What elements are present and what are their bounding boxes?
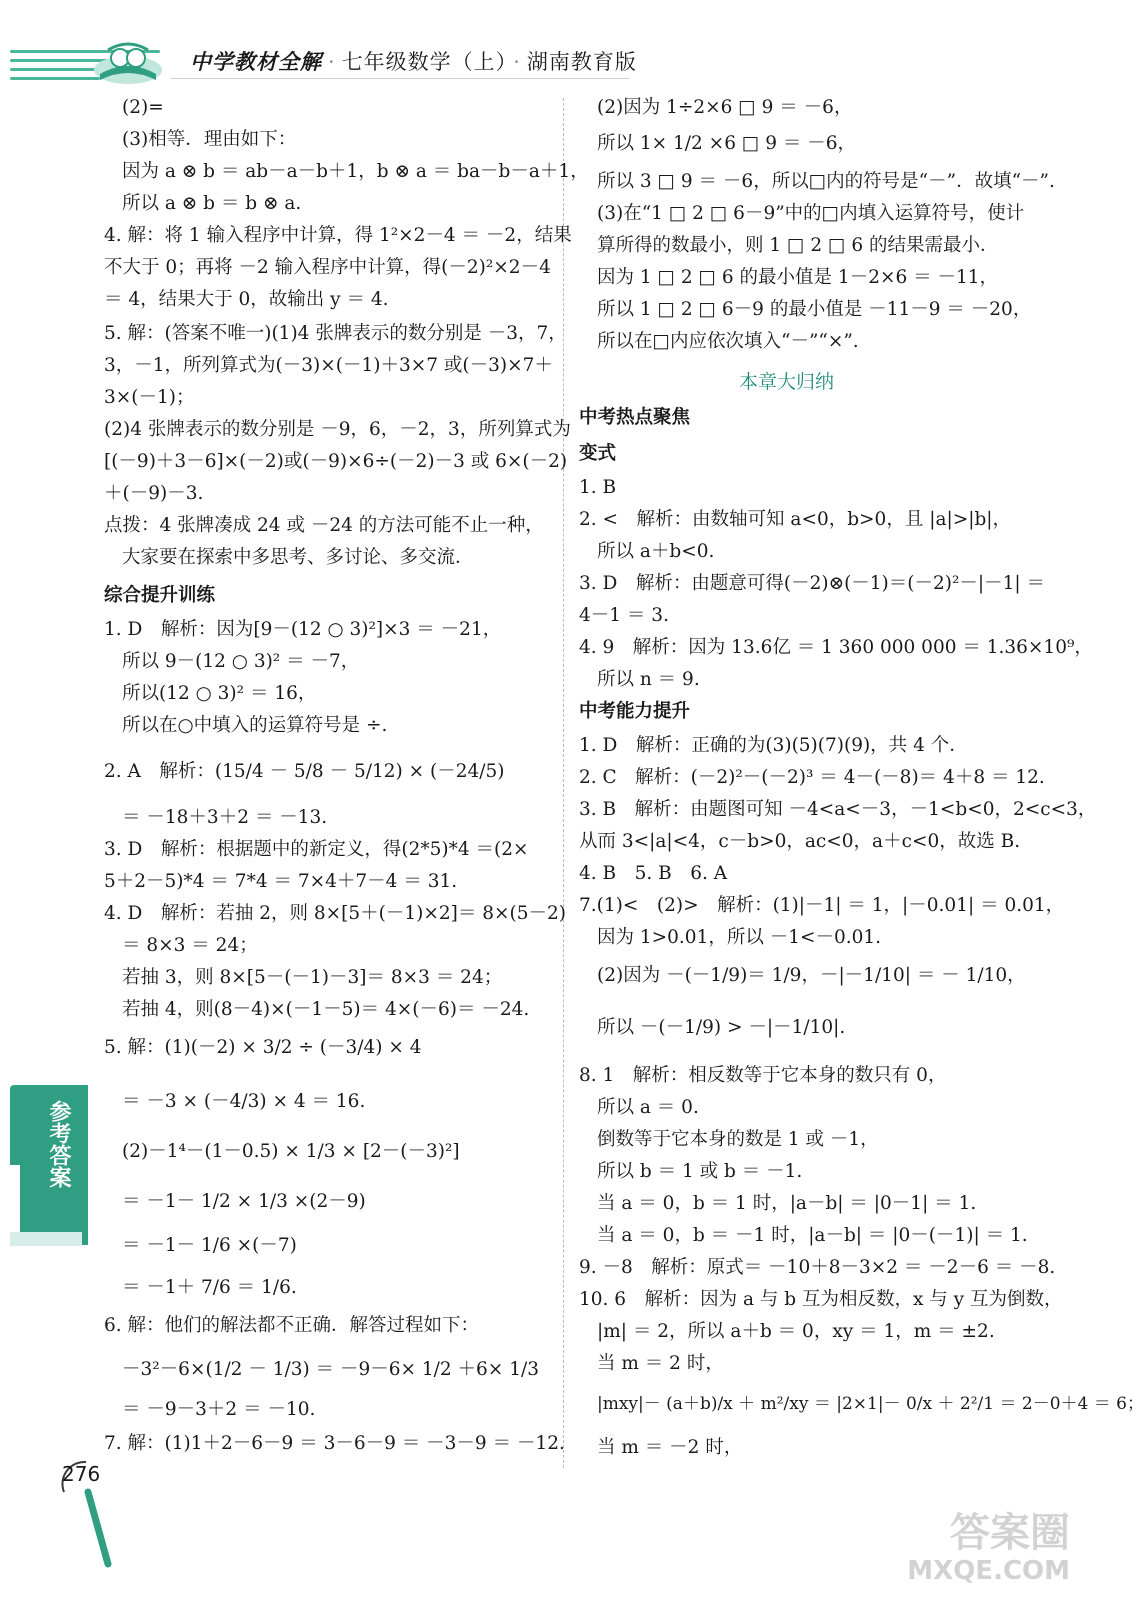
text-line: 3. B 解析：由题图可知 －4<a<－3，－1<b<0，2<c<3， <box>579 799 1097 820</box>
text-line: 4. B 5. B 6. A <box>579 863 728 884</box>
text-line: 4－1 ＝ 3. <box>579 605 669 626</box>
text-line: 9. －8 解析：原式＝ －10＋8－3×2 ＝ －2－6 ＝ －8. <box>579 1257 1056 1278</box>
text-line: [(－9)＋3－6]×(－2)或(－9)×6÷(－2)－3 或 6×(－2) <box>104 451 568 472</box>
text-line: (2)因为 1÷2×6 □ 9 ＝ －6， <box>597 97 853 118</box>
text-line: 所以在○中填入的运算符号是 ÷. <box>122 715 388 736</box>
text-line: 1. D 解析：正确的为(3)(5)(7)(9)，共 4 个． <box>579 735 968 756</box>
text-line: 8. 1 解析：相反数等于它本身的数只有 0， <box>579 1065 947 1086</box>
text-line: 4. D 解析：若抽 2，则 8×[5＋(－1)×2]＝ 8×(5－2) <box>104 903 566 924</box>
section-heading: 变式 <box>579 443 617 464</box>
formula-line: ＝ －1－ 1/6 ×(－7) <box>122 1235 297 1256</box>
text-line: 3×(－1)； <box>104 387 195 408</box>
book-logo-icon <box>78 40 178 88</box>
watermark <box>900 1510 1070 1590</box>
text-line: 4. 9 解析：因为 13.6亿 ＝ 1 360 000 000 ＝ 1.36×10⁹， <box>579 637 1093 658</box>
formula-line: 2. A 解析：(15/4 － 5/8 － 5/12) × (－24/5) <box>104 761 505 782</box>
tip-line: 点拨：4 张牌凑成 24 或 －24 的方法可能不止一种， <box>104 515 544 536</box>
text-line: 1. D 解析：因为[9－(12 ○ 3)²]×3 ＝ －21， <box>104 619 502 640</box>
text-line: 所以 3 □ 9 ＝ －6，所以□内的符号是“－”．故填“－”. <box>597 171 1055 192</box>
page-number: 276 <box>62 1462 101 1486</box>
watermark-line2: MXQE.COM <box>907 1556 1070 1586</box>
text-line: 5. 解：(答案不唯一)(1)4 张牌表示的数分别是 －3，7， <box>104 323 567 344</box>
text-line: 所以 a ＝ 0. <box>597 1097 699 1118</box>
text-line: 3，－1，所列算式为(－3)×(－1)＋3×7 或(－3)×7＋ <box>104 355 553 376</box>
formula-line: 所以 －(－1/9) > －|－1/10|. <box>597 1017 846 1038</box>
side-tab-label: 参考答案 <box>46 1100 71 1188</box>
text-line: 若抽 3，则 8×[5－(－1)－3]＝ 8×3 ＝ 24； <box>122 967 503 988</box>
formula-line: ＝ －3 × (－4/3) × 4 ＝ 16. <box>122 1091 366 1112</box>
text-line: 3. D 解析：根据题中的新定义，得(2*5)*4 ＝(2× <box>104 839 529 860</box>
formula-line: |mxy|－ (a＋b)/x ＋ m²/xy ＝ |2×1|－ 0/x ＋ 2²/1 ＝ 2－0＋4 ＝ 6； <box>597 1394 1144 1414</box>
text-line: (2)= <box>122 97 164 118</box>
formula-line: ＝ －1＋ 7/6 ＝ 1/6. <box>122 1277 297 1298</box>
section-heading: 中考能力提升 <box>579 701 691 722</box>
text-line: 所以 1 □ 2 □ 6－9 的最小值是 －11－9 ＝ －20， <box>597 299 1032 320</box>
text-line: 1. B <box>579 477 617 498</box>
text-line: 若抽 4，则(8－4)×(－1－5)＝ 4×(－6)＝ －24. <box>122 999 530 1020</box>
text-line: 6. 解：他们的解法都不正确．解答过程如下： <box>104 1315 480 1336</box>
text-line: 所以 a ⊗ b ＝ b ⊗ a. <box>122 193 302 214</box>
formula-line: 5. 解：(1)(－2) × 3/2 ÷ (－3/4) × 4 <box>104 1037 422 1058</box>
text-line: 当 m ＝ 2 时， <box>597 1353 724 1374</box>
text-line: 因为 a ⊗ b ＝ ab－a－b＋1，b ⊗ a ＝ ba－b－a＋1， <box>122 161 589 182</box>
text-line: 所以 b ＝ 1 或 b ＝ －1. <box>597 1161 803 1182</box>
text-line: 从而 3<|a|<4，c－b>0，ac<0，a＋c<0，故选 B. <box>579 831 1021 852</box>
text-line: (3)在“1 □ 2 □ 6－9”中的□内填入运算符号，使计 <box>597 203 1025 224</box>
text-line: 3. D 解析：由题意可得(－2)⊗(－1)＝(－2)²－|－1| ＝ <box>579 573 1046 594</box>
text-line: ＝ －18＋3＋2 ＝ －13. <box>122 807 328 828</box>
text-line: 2. C 解析：(－2)²－(－2)³ ＝ 4－(－8)＝ 4＋8 ＝ 12. <box>579 767 1045 788</box>
text-line: 倒数等于它本身的数是 1 或 －1， <box>597 1129 879 1150</box>
formula-line: (2)－1⁴－(1－0.5) × 1/3 × [2－(－3)²] <box>122 1141 460 1162</box>
tab-base <box>10 1232 82 1246</box>
section-heading: 中考热点聚焦 <box>579 407 691 428</box>
page-header <box>0 0 1084 92</box>
text-line: 所以 9－(12 ○ 3)² ＝ －7， <box>122 651 360 672</box>
book-title: 中学教材全解 <box>190 50 322 74</box>
formula-line: 所以 1× 1/2 ×6 □ 9 ＝ －6， <box>597 133 857 154</box>
column-divider <box>563 98 564 1468</box>
section-heading: 综合提升训练 <box>104 585 216 606</box>
watermark-line1: 答案圈 <box>950 1510 1070 1556</box>
header-rule <box>170 78 630 79</box>
text-line: 7.(1)< (2)> 解析：(1)|－1| ＝ 1，|－0.01| ＝ 0.01， <box>579 895 1065 916</box>
text-line: |m| ＝ 2，所以 a＋b ＝ 0，xy ＝ 1，m ＝ ±2. <box>597 1321 995 1342</box>
formula-line: (2)因为 －(－1/9)＝ 1/9，－|－1/10| ＝ － 1/10， <box>597 965 1026 986</box>
text-line: 所以 a＋b<0. <box>597 541 715 562</box>
text-line: 所以 n ＝ 9. <box>597 669 700 690</box>
header-subtitle: 七年级数学（上） <box>341 50 508 74</box>
text-line: (3)相等．理由如下： <box>122 129 297 150</box>
text-line: 不大于 0；再将 －2 输入程序中计算，得(－2)²×2－4 <box>104 257 551 278</box>
text-line: 4. 解：将 1 输入程序中计算，得 1²×2－4 ＝ －2，结果 <box>104 225 572 246</box>
text-line: ＝ －9－3＋2 ＝ －10. <box>122 1399 316 1420</box>
header-edition: 湖南教育版 <box>526 50 637 74</box>
text-line: ＋(－9)－3. <box>104 483 204 504</box>
text-line: 当 a ＝ 0，b ＝ －1 时，|a－b| ＝ |0－(－1)| ＝ 1. <box>597 1225 1028 1246</box>
text-line: 因为 1>0.01，所以 －1<－0.01. <box>597 927 882 948</box>
text-line: 5＋2－5)*4 ＝ 7*4 ＝ 7×4＋7－4 ＝ 31. <box>104 871 458 892</box>
text-line: 当 a ＝ 0，b ＝ 1 时，|a－b| ＝ |0－1| ＝ 1. <box>597 1193 977 1214</box>
text-line: 算所得的数最小，则 1 □ 2 □ 6 的结果需最小． <box>597 235 999 256</box>
text-line: (2)4 张牌表示的数分别是 －9，6，－2，3，所列算式为 <box>104 419 571 440</box>
text-line: ＝ 8×3 ＝ 24； <box>122 935 258 956</box>
text-line: 10. 6 解析：因为 a 与 b 互为相反数，x 与 y 互为倒数， <box>579 1289 1063 1310</box>
header-title: 中学教材全解 · 七年级数学（上） · 湖南教育版 <box>190 50 637 74</box>
text-line: 因为 1 □ 2 □ 6 的最小值是 1－2×6 ＝ －11， <box>597 267 999 288</box>
text-line: 所以在□内应依次填入“－”“×”. <box>597 331 859 352</box>
formula-line: ＝ －1－ 1/2 × 1/3 ×(2－9) <box>122 1191 366 1212</box>
text-line: 7. 解：(1)1＋2－6－9 ＝ 3－6－9 ＝ －3－9 ＝ －12. <box>104 1433 565 1454</box>
text-line: ＝ 4，结果大于 0，故输出 y ＝ 4. <box>104 289 389 310</box>
text-line: 2. < 解析：由数轴可知 a<0，b>0，且 |a|>|b|， <box>579 509 1012 530</box>
formula-line: －3²－6×(1/2 － 1/3) ＝ －9－6× 1/2 ＋6× 1/3 <box>122 1359 539 1380</box>
text-line: 所以(12 ○ 3)² ＝ 16， <box>122 683 317 704</box>
text-line: 当 m ＝ －2 时， <box>597 1437 743 1458</box>
text-line: 大家要在探索中多思考、多讨论、多交流． <box>122 547 474 568</box>
chapter-summary-title: 本章大归纳 <box>739 371 835 393</box>
